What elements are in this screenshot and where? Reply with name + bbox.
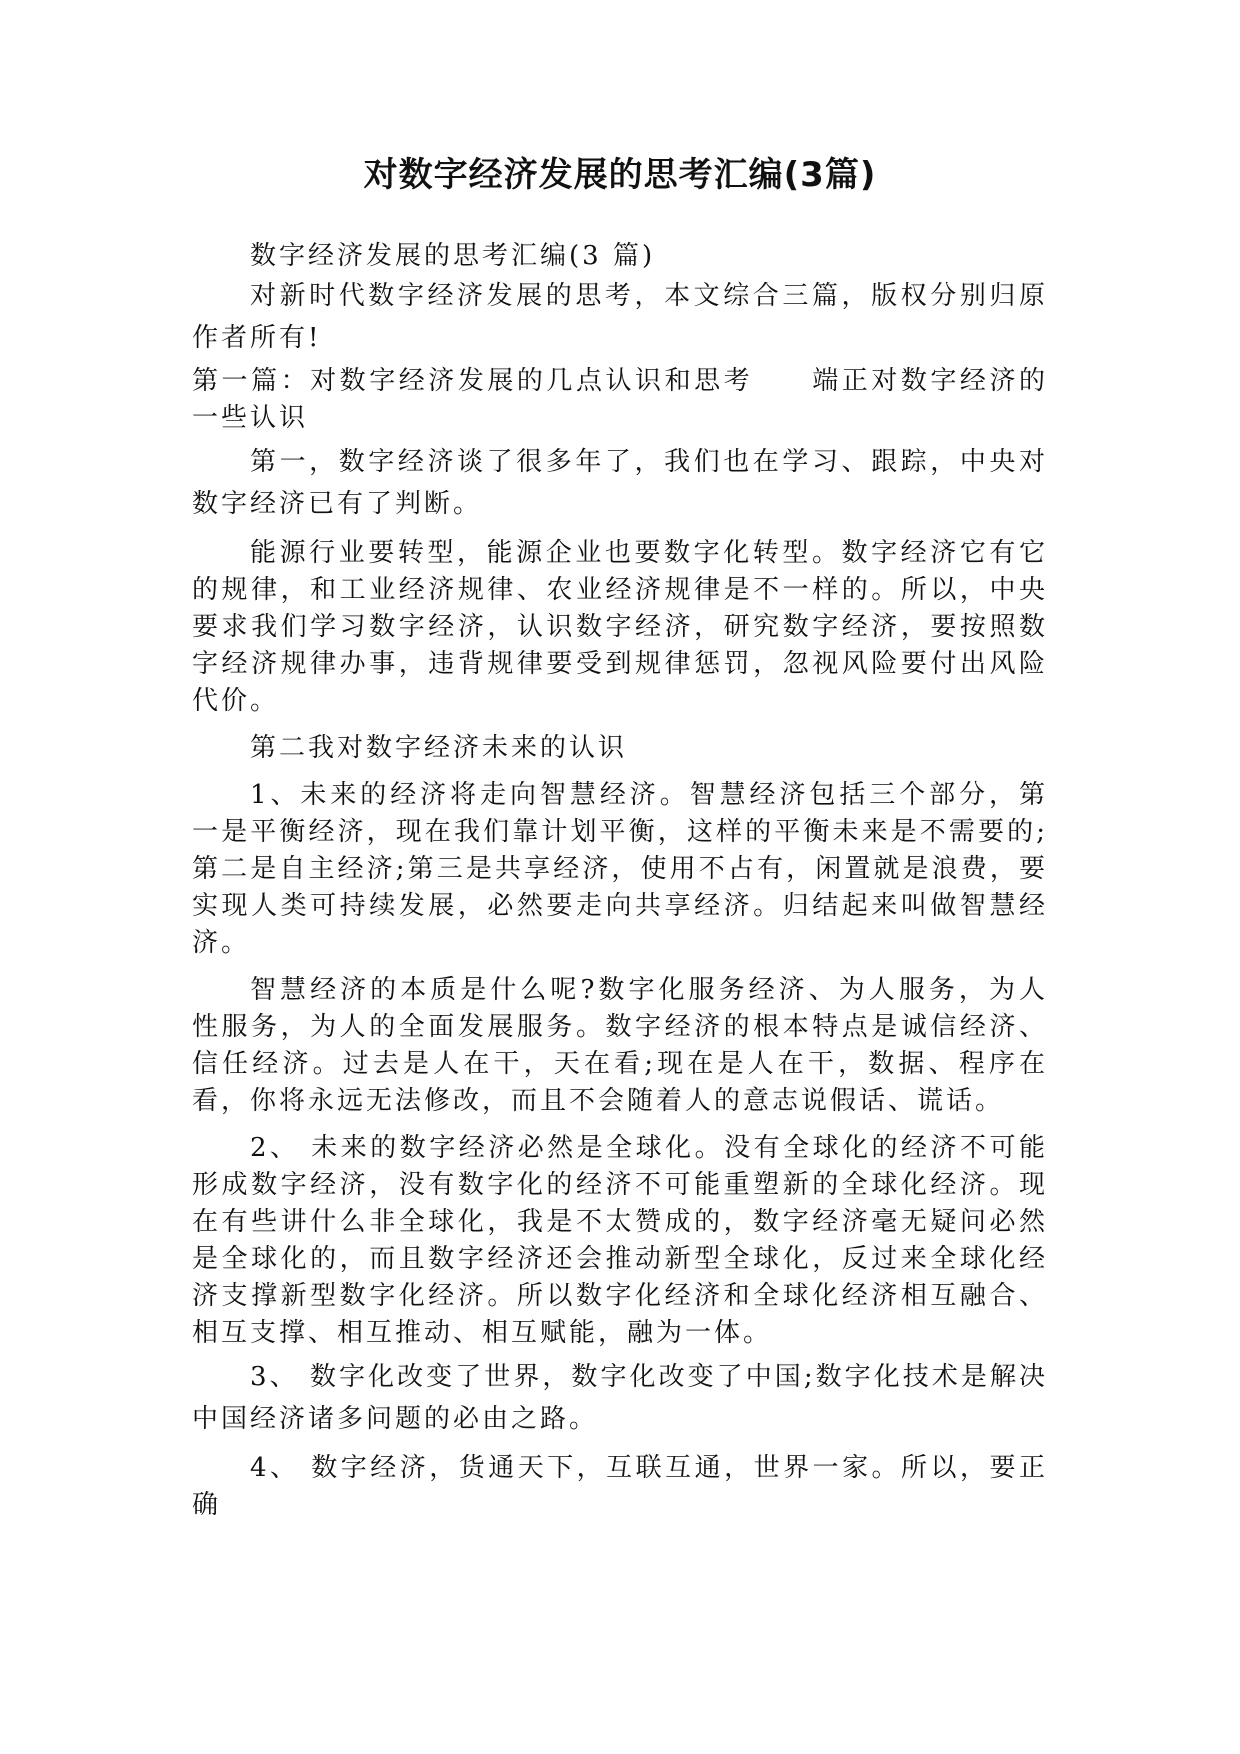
document-title: 对数字经济发展的思考汇编(3篇) [363, 155, 877, 195]
paragraph-item-3: 3、 数字化改变了世界，数字化改变了中国;数字化技术是解决中国经济诸多问题的必由之路。 [192, 1362, 1048, 1434]
paragraph-intro: 对新时代数字经济发展的思考，本文综合三篇，版权分别归原作者所有! [192, 281, 1048, 353]
paragraph-item-4: 4、 数字经济，货通天下，互联互通，世界一家。所以，要正确 [192, 1453, 1048, 1520]
paragraph-smart-economy: 智慧经济的本质是什么呢?数字化服务经济、为人服务，为人性服务，为人的全面发展服务。数字经济的根本特点是诚信经济、信任经济。过去是人在干，天在看;现在是人在干，数据、程序在看，你将永远无法修改，而且不会随着人的意志说假话、谎话。 [192, 975, 1048, 1116]
document-body [192, 238, 1048, 1524]
paragraph-item-1: 1、未来的经济将走向智慧经济。智慧经济包括三个部分，第一是平衡经济，现在我们靠计划平衡，这样的平衡未来是不需要的;第二是自主经济;第三是共享经济，使用不占有，闲置就是浪费，要实现人类可持续发展，必然要走向共享经济。归结起来叫做智慧经济。 [192, 780, 1048, 958]
paragraph-item-2: 2、 未来的数字经济必然是全球化。没有全球化的经济不可能形成数字经济，没有数字化的经济不可能重塑新的全球化经济。现在有些讲什么非全球化，我是不太赞成的，数字经济毫无疑问必然是全球化的，而且数字经济还会推动新型全球化，反过来全球化经济支撑新型数字化经济。所以数字化经济和全球化经济相互融合、相互支撑、相互推动、相互赋能，融为一体。 [192, 1133, 1048, 1348]
paragraph-point-two-heading: 第二我对数字经济未来的认识 [250, 733, 628, 763]
paragraph-point-one: 第一，数字经济谈了很多年了，我们也在学习、跟踪，中央对数字经济已有了判断。 [192, 447, 1048, 519]
paragraph-subtitle: 数字经济发展的思考汇编(3 篇) [250, 241, 656, 271]
paragraph-energy: 能源行业要转型，能源企业也要数字化转型。数字经济它有它的规律，和工业经济规律、农业经济规律是不一样的。所以，中央要求我们学习数字经济，认识数字经济，研究数字经济，要按照数字经济规律办事，违背规律要受到规律惩罚，忽视风险要付出风险代价。 [192, 538, 1048, 716]
paragraph-part-one-heading: 第一篇：对数字经济发展的几点认识和思考 端正对数字经济的一些认识 [192, 366, 1048, 433]
